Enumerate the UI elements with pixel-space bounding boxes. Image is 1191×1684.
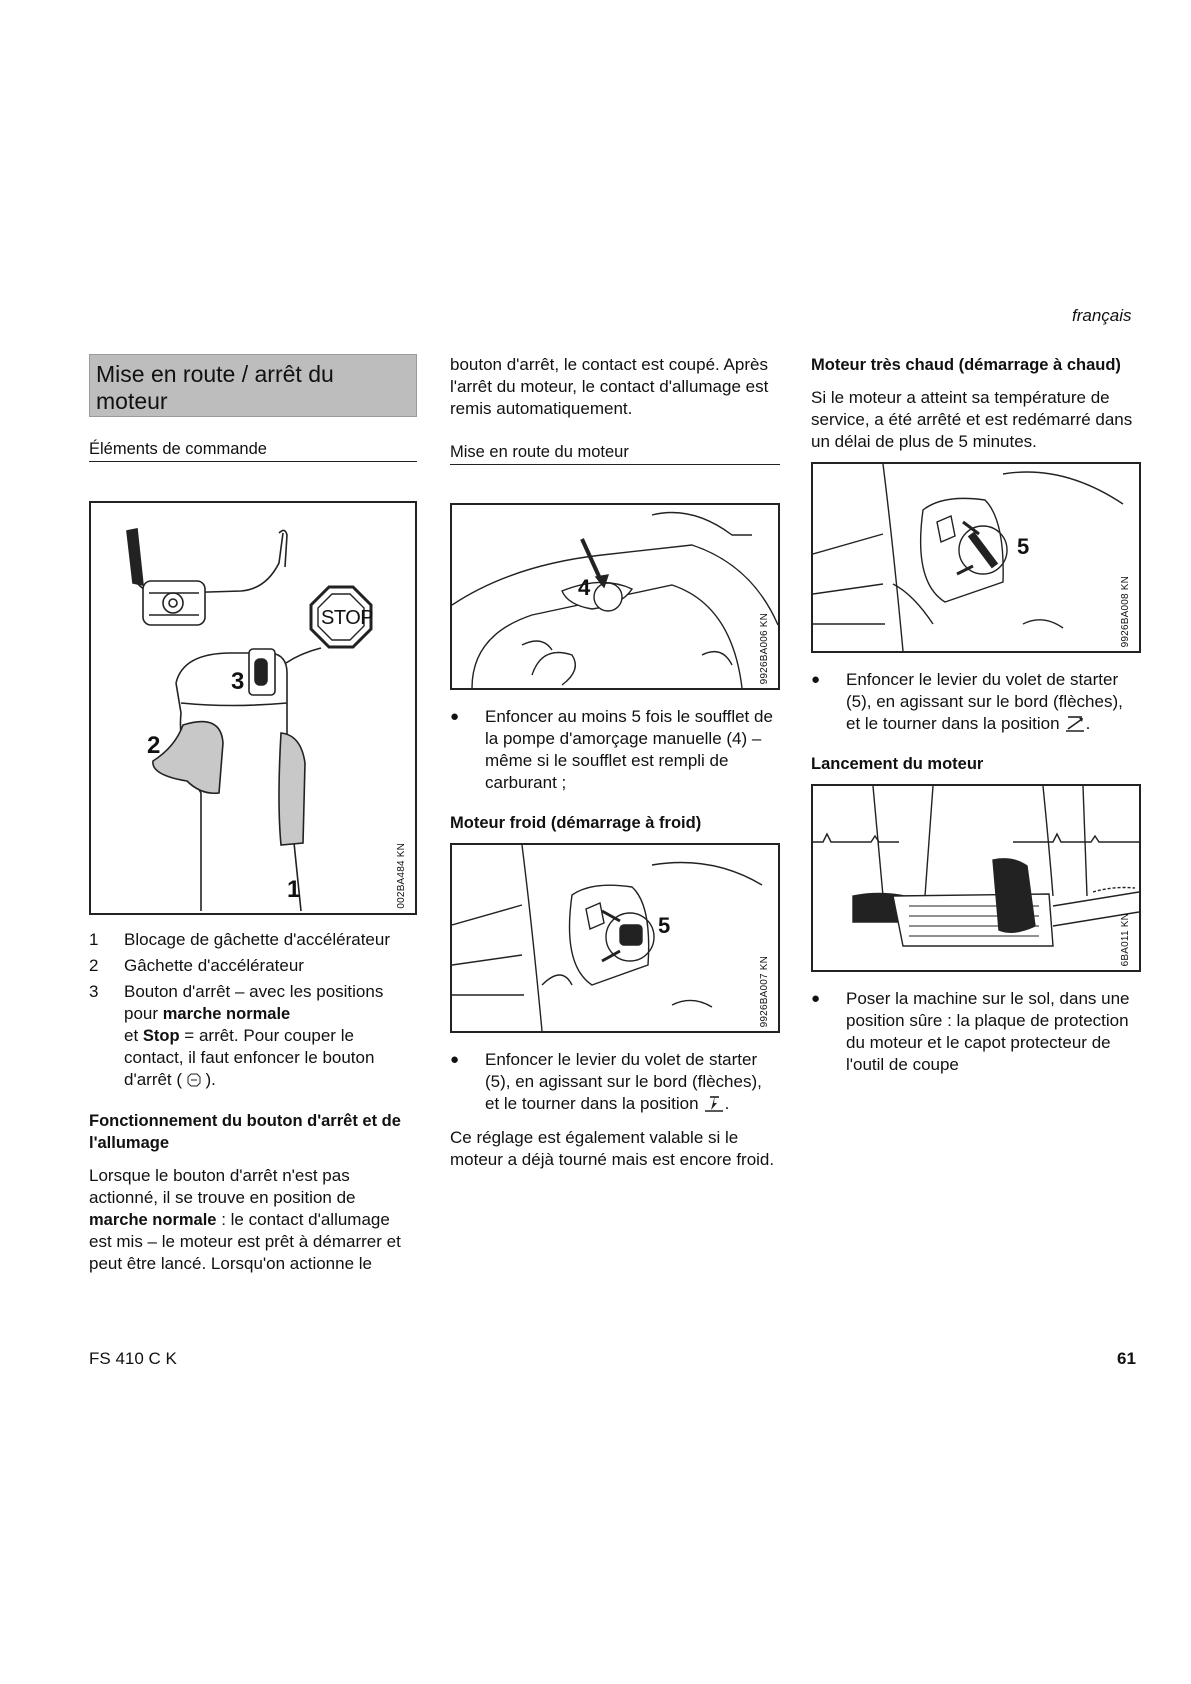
figure-code: 6BA011 KN (1120, 912, 1131, 966)
page-title: Mise en route / arrêt du moteur (89, 354, 417, 417)
bullet-icon: ● (811, 671, 821, 688)
figure-controls (89, 501, 417, 915)
figure-code: 002BA484 KN (396, 843, 407, 909)
callout-5: 5 (658, 913, 671, 938)
callout-2: 2 (147, 732, 161, 759)
bullet-icon: ● (450, 1051, 460, 1068)
callout-5: 5 (1017, 534, 1030, 559)
stop-label: STOP (321, 607, 374, 629)
footer-model: FS 410 C K (89, 1349, 177, 1368)
hot-paragraph: Si le moteur a atteint sa température de service, a été arrêté et est redémarré dans un délai de plus de 5 minutes. (811, 388, 1133, 451)
section-heading-start: Mise en route du moteur (450, 441, 780, 465)
section-heading-controls: Éléments de commande (89, 438, 417, 462)
column-1 (89, 354, 417, 1275)
cold-note-paragraph: Ce réglage est également valable si le moteur a déjà tourné mais est encore froid. (450, 1128, 775, 1169)
legend-list (89, 929, 417, 1091)
ignition-paragraph: Lorsque le bouton d'arrêt n'est pas actionné, il se trouve en position de marche normale : le contact d'allumage est mis – le moteur est prêt à démarrer et peut être lancé. Lorsqu'on actionne le (89, 1166, 401, 1273)
legend-item: 2 Gâchette d'accélérateur (89, 956, 304, 975)
bullet-icon: ● (450, 708, 460, 725)
controls-illustration (91, 503, 415, 913)
choke-hot-illustration (813, 464, 1139, 651)
callout-4: 4 (578, 575, 591, 600)
bullet-icon: ● (811, 990, 821, 1007)
stop-paragraph-continued: bouton d'arrêt, le contact est coupé. Après l'arrêt du moteur, le contact d'allumage est remis automatiquement. (450, 355, 769, 418)
choke-cold-instruction: ● Enfoncer le levier du volet de starter (5), en agissant sur le bord (flèches), et le tourner dans la position . (450, 1050, 762, 1113)
column-3 (811, 354, 1141, 1076)
launch-instruction: ● Poser la machine sur le sol, dans une position sûre : la plaque de protection du moteur et le capot protecteur de l'outil de coupe (811, 989, 1130, 1074)
legend-item: 1 Blocage de gâchette d'accélérateur (89, 930, 390, 949)
choke-closed-icon (703, 1093, 725, 1113)
launch-illustration (813, 786, 1139, 970)
figure-primer (450, 503, 780, 690)
figure-choke-cold (450, 843, 780, 1033)
section-heading-hot: Moteur très chaud (démarrage à chaud) (811, 356, 1121, 374)
stop-symbol-icon (187, 1073, 201, 1087)
figure-code: 9926BA006 KN (759, 612, 770, 684)
language-label: français (1072, 306, 1132, 325)
primer-instruction: ● Enfoncer au moins 5 fois le soufflet de la pompe d'amorçage manuelle (4) – même si le soufflet est rempli de carburant ; (450, 707, 773, 792)
figure-code: 9926BA008 KN (1120, 575, 1131, 647)
column-2 (450, 354, 780, 1171)
callout-1: 1 (287, 876, 301, 903)
page-number: 61 (1117, 1349, 1136, 1368)
legend-item: 3 Bouton d'arrêt – avec les positions pour marche normale et Stop = arrêt. Pour couper le contact, il faut enfoncer le bouton d'arrêt ( ). (89, 982, 384, 1089)
choke-cold-illustration (452, 845, 778, 1031)
section-heading-ignition: Fonctionnement du bouton d'arrêt et de l'allumage (89, 1112, 401, 1152)
primer-illustration (452, 505, 778, 688)
choke-hot-instruction: ● Enfoncer le levier du volet de starter (5), en agissant sur le bord (flèches), et le tourner dans la position . (811, 670, 1123, 733)
figure-launch (811, 784, 1141, 972)
section-heading-cold: Moteur froid (démarrage à froid) (450, 814, 702, 832)
section-heading-launch: Lancement du moteur (811, 755, 984, 773)
figure-choke-hot (811, 462, 1141, 653)
choke-half-icon (1064, 713, 1086, 733)
callout-3: 3 (231, 668, 245, 695)
figure-code: 9926BA007 KN (759, 955, 770, 1027)
